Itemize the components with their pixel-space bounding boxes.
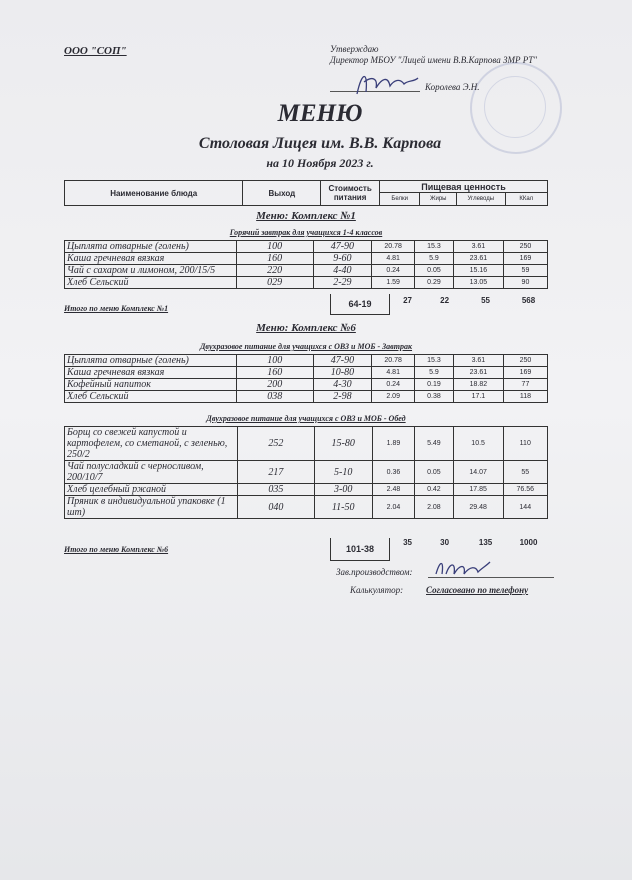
dish-name: Борщ со свежей капустой и картофелем, со сметаной, с зеленью, 250/2 [65,427,238,461]
dish-price: 5-10 [314,461,372,484]
dish-protein: 2.48 [372,484,414,496]
dish-price: 47-90 [313,355,372,367]
dish-kcal: 55 [503,461,547,484]
calculator-value: Согласовано по телефону [426,585,529,595]
dish-carbs: 15.16 [453,265,503,277]
dish-fat: 0.29 [415,277,454,289]
complex6-breakfast-table [64,354,548,403]
complex1-total-label: Итого по меню Комплекс №1 [64,304,169,313]
col-kcal: ККал [505,193,547,206]
complex6-total-values [388,538,548,547]
dish-fat: 5.49 [415,427,454,461]
complex6-total-fat: 30 [440,538,450,547]
production-signature [432,556,492,580]
dish-output: 160 [236,367,313,379]
dish-price: 4-30 [313,379,372,391]
col-fat: Жиры [420,193,457,206]
complex1-total-protein: 27 [403,296,412,305]
director-signature [352,66,422,100]
dish-price: 9-60 [313,253,372,265]
approver-name: Королева Э.Н. [425,82,480,92]
dish-name: Каша гречневая вязкая [65,253,237,265]
dish-price: 2-29 [313,277,372,289]
dish-output: 029 [236,277,313,289]
dish-carbs: 23.61 [453,253,503,265]
complex1-table [64,240,548,289]
dish-protein: 1.59 [372,277,415,289]
dish-price: 2-98 [313,391,372,403]
dish-name: Хлеб целебный ржаной [65,484,238,496]
table-row [65,461,548,484]
dish-protein: 4.81 [372,253,415,265]
table-row [65,496,548,519]
complex1-total-values [388,296,548,305]
dish-name: Кофейный напиток [65,379,237,391]
column-header [64,180,548,206]
dish-price: 11-50 [314,496,372,519]
dish-name: Чай полусладкий с черносливом, 200/10/7 [65,461,238,484]
dish-fat: 0.19 [415,379,454,391]
dish-kcal: 169 [503,253,547,265]
dish-output: 217 [238,461,314,484]
dish-name: Пряник в индивидуальной упаковке (1 шт) [65,496,238,519]
calculator-label: Калькулятор: [350,585,404,595]
approval-text: Директор МБОУ "Лицей имени В.В.Карпова ЗМР РТ" [330,55,537,65]
table-row [65,241,548,253]
dish-kcal: 250 [503,241,547,253]
page-subtitle: Столовая Лицея им. В.В. Карпова [198,135,442,152]
dish-kcal: 110 [503,427,547,461]
dish-output: 200 [236,379,313,391]
table-row [65,277,548,289]
dish-protein: 1.89 [372,427,414,461]
dish-price: 10-80 [313,367,372,379]
complex6-breakfast-title: Двухразовое питание для учащихся с ОВЗ и МОБ - Завтрак [199,342,413,351]
col-nutrition: Пищевая ценность [379,181,547,193]
dish-carbs: 3.61 [453,241,503,253]
complex1-total-kcal: 568 [521,296,536,305]
dish-fat: 5.9 [415,367,454,379]
dish-kcal: 144 [503,496,547,519]
complex6-title: Меню: Комплекс №6 [256,322,356,334]
dish-kcal: 169 [503,367,547,379]
approval-label: Утверждаю [330,44,379,54]
complex1-title: Меню: Комплекс №1 [256,210,356,222]
dish-carbs: 29.48 [453,496,503,519]
table-row [65,265,548,277]
col-name: Наименование блюда [65,181,243,206]
dish-price: 15-80 [314,427,372,461]
dish-kcal: 90 [503,277,547,289]
table-row [65,427,548,461]
dish-fat: 5.9 [415,253,454,265]
dish-output: 038 [236,391,313,403]
table-row [65,253,548,265]
dish-protein: 20.78 [372,355,415,367]
dish-name: Цыплята отварные (голень) [65,355,237,367]
table-row [65,391,548,403]
dish-carbs: 23.61 [453,367,503,379]
dish-price: 47-90 [313,241,372,253]
col-output: Выход [243,181,321,206]
menu-date: на 10 Ноября 2023 г. [266,156,374,170]
complex1-subtitle: Горячий завтрак для учащихся 1-4 классов [229,228,383,237]
dish-protein: 0.24 [372,379,415,391]
complex6-total-carbs: 135 [478,538,493,547]
dish-fat: 0.05 [415,461,454,484]
dish-protein: 2.04 [372,496,414,519]
dish-protein: 2.09 [372,391,415,403]
dish-kcal: 118 [503,391,547,403]
page-title: МЕНЮ [277,100,363,127]
complex1-total-carbs: 55 [481,296,491,305]
dish-output: 040 [238,496,314,519]
dish-fat: 15.3 [415,355,454,367]
dish-kcal: 250 [503,355,547,367]
dish-kcal: 77 [503,379,547,391]
table-row [65,355,548,367]
table-row [65,484,548,496]
complex1-total-price: 64-19 [330,294,390,315]
dish-protein: 4.81 [372,367,415,379]
dish-output: 252 [238,427,314,461]
dish-fat: 0.05 [415,265,454,277]
dish-price: 3-00 [314,484,372,496]
complex6-total-kcal: 1000 [519,538,538,547]
dish-fat: 2.08 [415,496,454,519]
dish-fat: 15.3 [415,241,454,253]
dish-carbs: 14.07 [453,461,503,484]
dish-carbs: 10.5 [453,427,503,461]
dish-carbs: 17.85 [453,484,503,496]
dish-fat: 0.42 [415,484,454,496]
dish-output: 100 [236,241,313,253]
col-price: Стоимость питания [321,181,380,206]
dish-fat: 0.38 [415,391,454,403]
table-row [65,367,548,379]
stamp-inner-ring [484,76,546,138]
dish-output: 100 [236,355,313,367]
dish-output: 160 [236,253,313,265]
dish-kcal: 59 [503,265,547,277]
complex6-total-label: Итого по меню Комплекс №6 [64,545,169,554]
organization-name: ООО "СОП" [64,45,127,57]
production-label: Зав.производством: [336,567,413,577]
dish-name: Каша гречневая вязкая [65,367,237,379]
dish-carbs: 18.82 [453,379,503,391]
dish-protein: 20.78 [372,241,415,253]
dish-carbs: 17.1 [453,391,503,403]
dish-output: 035 [238,484,314,496]
col-carbs: Углеводы [457,193,506,206]
dish-price: 4-40 [313,265,372,277]
dish-carbs: 13.05 [453,277,503,289]
dish-name: Хлеб Сельский [65,391,237,403]
complex6-lunch-table [64,426,548,519]
dish-output: 220 [236,265,313,277]
dish-carbs: 3.61 [453,355,503,367]
complex6-lunch-title: Двухразовое питание для учащихся с ОВЗ и МОБ - Обед [206,414,406,423]
dish-kcal: 76.56 [503,484,547,496]
table-row [65,379,548,391]
dish-protein: 0.36 [372,461,414,484]
dish-name: Чай с сахаром и лимоном, 200/15/5 [65,265,237,277]
col-protein: Белки [379,193,419,206]
complex6-total-price: 101-38 [330,538,390,561]
complex6-total-protein: 35 [403,538,412,547]
dish-name: Цыплята отварные (голень) [65,241,237,253]
complex1-total-fat: 22 [440,296,450,305]
dish-name: Хлеб Сельский [65,277,237,289]
dish-protein: 0.24 [372,265,415,277]
